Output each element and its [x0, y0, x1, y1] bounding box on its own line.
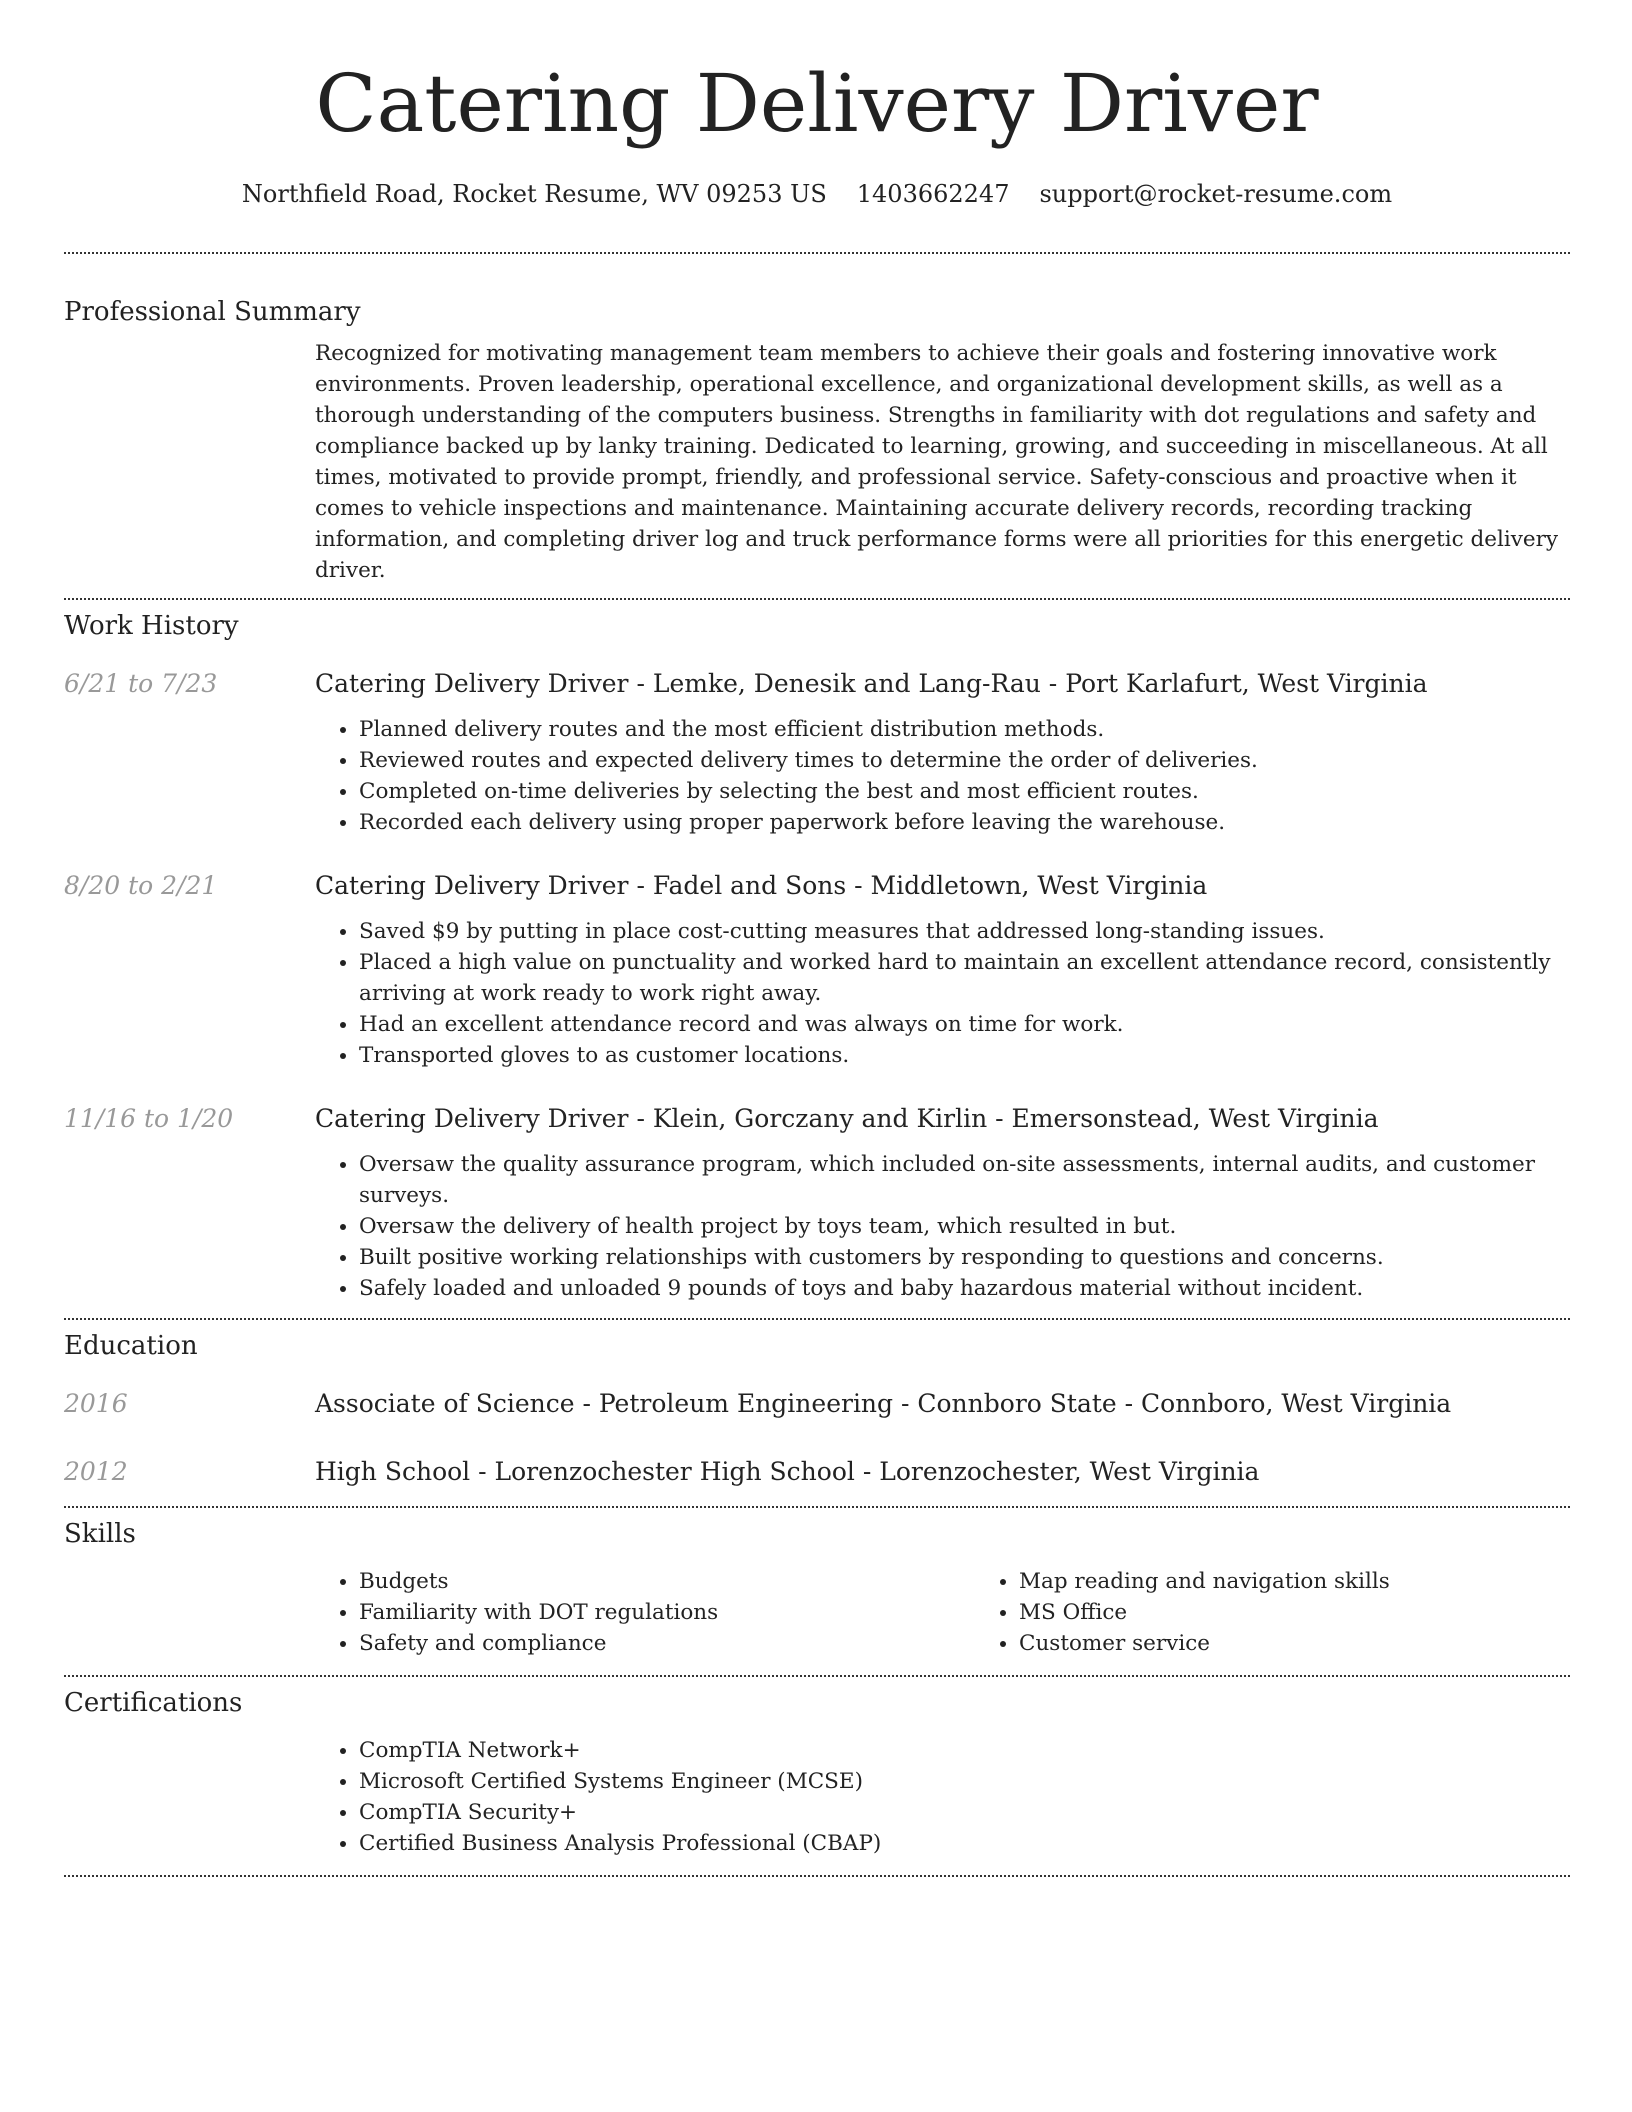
list-item: • CompTIA Network+: [359, 1735, 1570, 1766]
list-item: • MS Office: [1019, 1597, 1632, 1628]
skills-list-left: [315, 1566, 975, 1659]
list-item: • Transported gloves to as customer locations.: [359, 1040, 1570, 1071]
section-title-education: Education: [64, 1331, 198, 1361]
job-date: 11/16 to 1/20: [64, 1104, 234, 1133]
list-item: • Budgets: [359, 1566, 975, 1597]
education-heading: High School - Lorenzochester High School - Lorenzochester, West Virginia: [315, 1457, 1260, 1486]
list-item: • Oversaw the quality assurance program, which included on-site assessments, internal audits, and customer surveys.: [359, 1149, 1570, 1211]
education-heading: Associate of Science - Petroleum Engineering - Connboro State - Connboro, West Virginia: [315, 1389, 1452, 1418]
certifications-section: [64, 1677, 1570, 1859]
job-entry: [64, 868, 1570, 1071]
education-date: 2016: [64, 1389, 128, 1418]
contact-phone: 1403662247: [856, 180, 1010, 208]
job-bullets: [315, 1149, 1570, 1304]
list-item: • Certified Business Analysis Professional (CBAP): [359, 1828, 1570, 1859]
job-date: 6/21 to 7/23: [64, 669, 218, 698]
summary-text: Recognized for motivating management team members to achieve their goals and fostering innovative work environments. Proven leadership, operational excellence, and organizational development skills, as well as a thorough understanding of the computers business. Strengths in familiarity with dot regulations and safety and compliance backed up by lanky training. Dedicated to learning, growing, and succeeding in miscellaneous. At all times, motivated to provide prompt, friendly, and professional service. Safety-conscious and proactive when it comes to vehicle inspections and maintenance. Maintaining accurate delivery records, recording tracking information, and completing driver log and truck performance forms were all priorities for this energetic delivery driver.: [315, 341, 1559, 583]
list-item: • Safety and compliance: [359, 1628, 975, 1659]
list-item: • Microsoft Certified Systems Engineer (MCSE): [359, 1766, 1570, 1797]
list-item: • Recorded each delivery using proper paperwork before leaving the warehouse.: [359, 807, 1570, 838]
work-history-section: [64, 600, 1570, 1304]
job-heading: Catering Delivery Driver - Lemke, Denesik and Lang-Rau - Port Karlafurt, West Virginia: [315, 669, 1428, 698]
list-item: • Built positive working relationships with customers by responding to questions and concerns.: [359, 1242, 1570, 1273]
job-entry: [64, 666, 1570, 838]
job-heading: Catering Delivery Driver - Klein, Gorczany and Kirlin - Emersonstead, West Virginia: [315, 1104, 1379, 1133]
divider: [64, 1875, 1570, 1877]
list-item: • Map reading and navigation skills: [1019, 1566, 1632, 1597]
education-entry: [64, 1454, 1570, 1490]
section-title-work-history: Work History: [64, 611, 239, 641]
candidate-name: Catering Delivery Driver: [315, 57, 1319, 150]
contact-line: [64, 174, 1570, 214]
education-date: 2012: [64, 1457, 128, 1486]
list-item: • Had an excellent attendance record and was always on time for work.: [359, 1009, 1570, 1040]
job-entry: [64, 1101, 1570, 1304]
section-title-summary: Professional Summary: [64, 297, 361, 327]
list-item: • Saved $9 by putting in place cost-cutting measures that addressed long-standing issues.: [359, 916, 1570, 947]
job-bullets: [315, 916, 1570, 1071]
list-item: • Placed a high value on punctuality and worked hard to maintain an excellent attendance record, consistently arriving at work ready to work right away.: [359, 947, 1570, 1009]
contact-address: Northfield Road, Rocket Resume, WV 09253 US: [241, 180, 827, 208]
skills-list-right: [975, 1566, 1632, 1659]
list-item: • Oversaw the delivery of health project by toys team, which resulted in but.: [359, 1211, 1570, 1242]
list-item: • Safely loaded and unloaded 9 pounds of toys and baby hazardous material without incident.: [359, 1273, 1570, 1304]
job-date: 8/20 to 2/21: [64, 871, 218, 900]
skills-section: [64, 1508, 1570, 1659]
education-entry: [64, 1386, 1570, 1422]
job-heading: Catering Delivery Driver - Fadel and Sons - Middletown, West Virginia: [315, 871, 1208, 900]
education-section: [64, 1320, 1570, 1490]
list-item: • Reviewed routes and expected delivery times to determine the order of deliveries.: [359, 745, 1570, 776]
list-item: • Completed on-time deliveries by selecting the best and most efficient routes.: [359, 776, 1570, 807]
list-item: • CompTIA Security+: [359, 1797, 1570, 1828]
job-bullets: [315, 714, 1570, 838]
list-item: • Customer service: [1019, 1628, 1632, 1659]
list-item: • Planned delivery routes and the most efficient distribution methods.: [359, 714, 1570, 745]
section-title-certifications: Certifications: [64, 1688, 243, 1718]
summary-section: [64, 254, 1570, 586]
certifications-list: [315, 1735, 1570, 1859]
list-item: • Familiarity with DOT regulations: [359, 1597, 975, 1628]
resume-page: [64, 0, 1570, 1877]
section-title-skills: Skills: [64, 1519, 136, 1549]
contact-email: support@rocket-resume.com: [1039, 180, 1393, 208]
